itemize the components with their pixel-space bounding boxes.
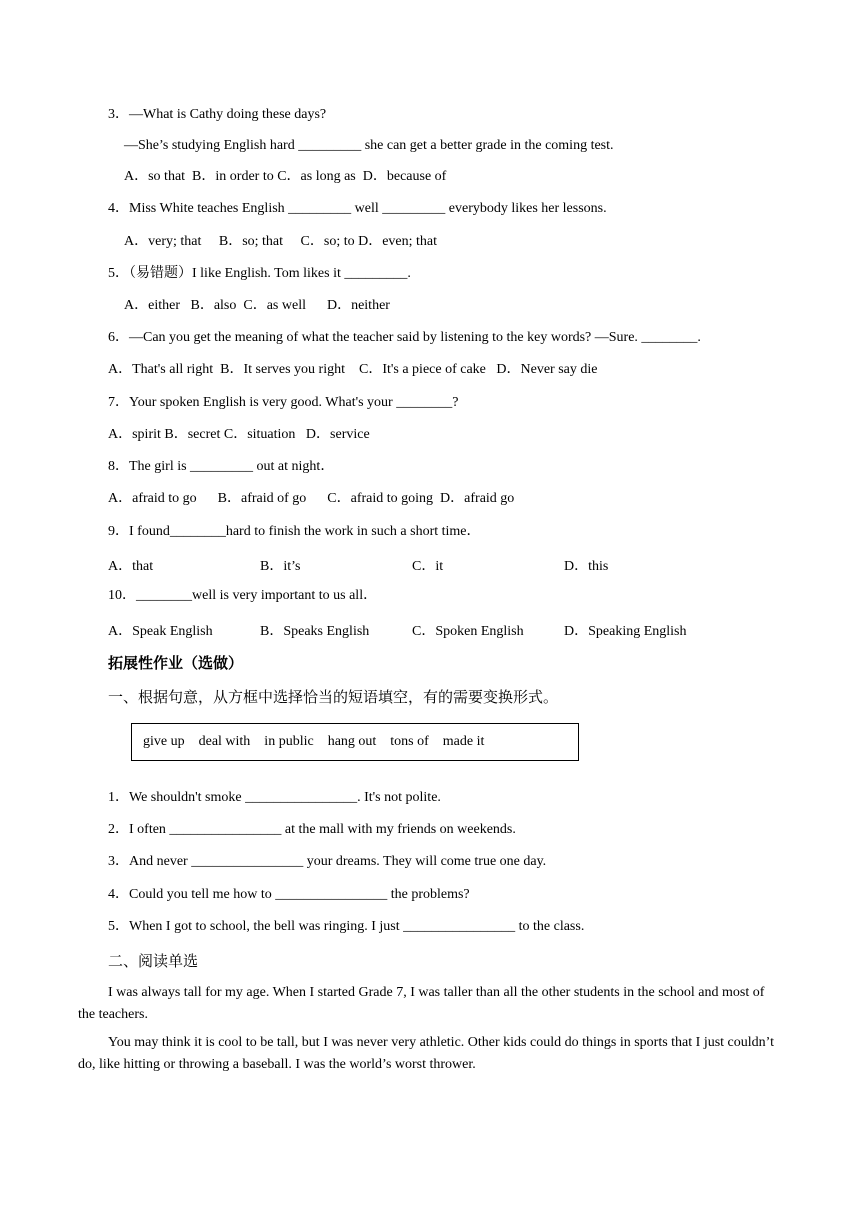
question-5-stem: 5．（易错题）I like English. Tom likes it _________.: [108, 266, 411, 281]
question-6-stem: 6．—Can you get the meaning of what the teacher said by listening to the key words? —Sure. ________.: [108, 330, 701, 345]
question-3-options: A．so that B．in order to C．as long as D．because of: [124, 169, 447, 184]
question-3-line2: —She’s studying English hard _________ she can get a better grade in the coming test.: [124, 138, 614, 153]
question-5-options: A．either B．also C．as well D．neither: [124, 298, 390, 313]
reading-paragraph-2: You may think it is cool to be tall, but I was never very athletic. Other kids could do things in sports that I just couldn’t do, like hitting or throwing a baseball. I was the world’s worst thrower.: [78, 1035, 774, 1072]
word-box-phrases: give up deal with in public hang out tons of made it: [143, 734, 485, 749]
question-9-option-b: B．it’s: [260, 559, 301, 574]
question-9-option-a: A．that: [108, 559, 154, 574]
question-10-option-c: C．Spoken English: [412, 624, 524, 639]
fill-item-3: 3．And never ________________ your dreams. They will come true one day.: [108, 854, 547, 869]
question-9-stem: 9．I found________hard to finish the work in such a short time．: [108, 524, 481, 539]
word-box: [131, 723, 579, 761]
fill-item-5: 5．When I got to school, the bell was ringing. I just ________________ to the class.: [108, 919, 585, 934]
question-6-options: A．That's all right B．It serves you right C．It's a piece of cake D．Never say die: [108, 362, 598, 377]
question-4-stem: 4．Miss White teaches English _________ well _________ everybody likes her lessons.: [108, 201, 607, 216]
question-3-stem: 3．—What is Cathy doing these days?: [108, 107, 327, 122]
fill-item-2: 2．I often ________________ at the mall with my friends on weekends.: [108, 822, 516, 837]
question-10-option-d: D．Speaking English: [564, 624, 687, 639]
question-7-options: A．spirit B．secret C．situation D．service: [108, 427, 370, 442]
section-1-title: 一、根据句意，从方框中选择恰当的短语填空，有的需要变换形式。: [108, 688, 559, 706]
question-8-stem: 8．The girl is _________ out at night．: [108, 459, 335, 474]
question-9-option-d: D．this: [564, 559, 609, 574]
question-10-option-b: B．Speaks English: [260, 624, 370, 639]
question-10-stem: 10．________well is very important to us all．: [108, 588, 378, 603]
question-9-option-c: C．it: [412, 559, 444, 574]
question-7-stem: 7．Your spoken English is very good. What's your ________?: [108, 395, 459, 410]
extension-heading: 拓展性作业（选做）: [108, 654, 244, 672]
fill-item-1: 1．We shouldn't smoke ________________. It's not polite.: [108, 790, 441, 805]
question-10-option-a: A．Speak English: [108, 624, 213, 639]
question-8-options: A．afraid to go B．afraid of go C．afraid to going D．afraid go: [108, 491, 515, 506]
question-4-options: A．very; that B．so; that C．so; to D．even; that: [124, 234, 438, 249]
reading-paragraph-1: I was always tall for my age. When I started Grade 7, I was taller than all the other students in the school and most of the teachers.: [78, 985, 765, 1022]
fill-item-4: 4．Could you tell me how to ________________ the problems?: [108, 887, 470, 902]
section-2-title: 二、阅读单选: [108, 952, 199, 970]
